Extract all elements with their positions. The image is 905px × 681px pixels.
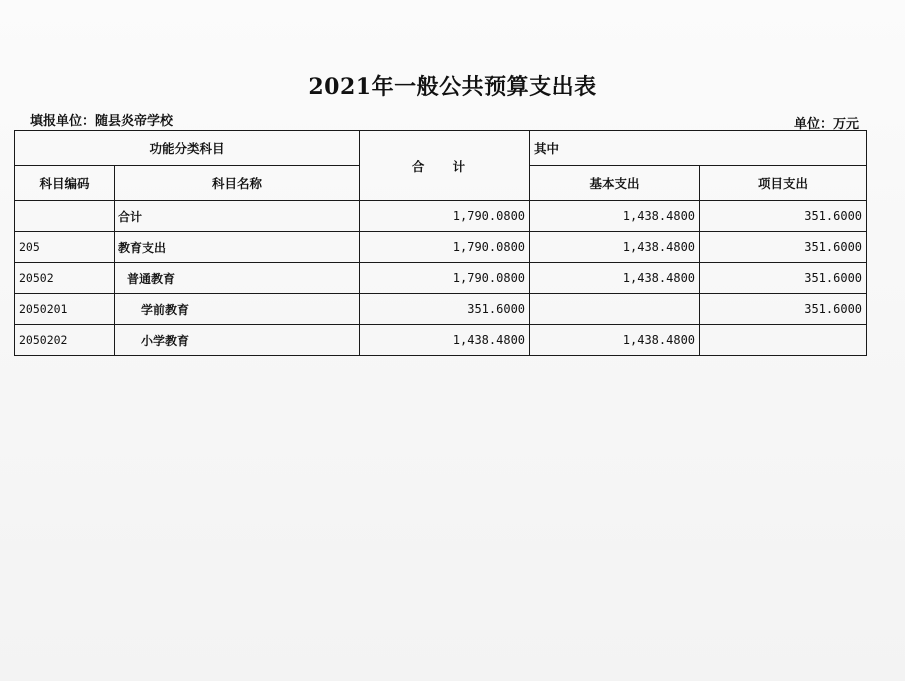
row-basic: 1,438.4800 <box>530 201 700 232</box>
table-row <box>15 232 867 263</box>
row-basic: 1,438.4800 <box>530 325 700 356</box>
row-code: 205 <box>15 232 115 263</box>
row-name: 合计 <box>115 201 360 232</box>
row-project: 351.6000 <box>700 263 867 294</box>
row-code: 2050201 <box>15 294 115 325</box>
row-basic: 1,438.4800 <box>530 232 700 263</box>
header-basic: 基本支出 <box>530 166 700 201</box>
header-functional-category: 功能分类科目 <box>15 131 360 166</box>
header-code: 科目编码 <box>15 166 115 201</box>
header-total: 合 计 <box>360 131 530 201</box>
row-name: 学前教育 <box>115 294 360 325</box>
header-name: 科目名称 <box>115 166 360 201</box>
row-total: 351.6000 <box>360 294 530 325</box>
row-project: 351.6000 <box>700 294 867 325</box>
row-name: 小学教育 <box>115 325 360 356</box>
row-code: 20502 <box>15 263 115 294</box>
row-code: 2050202 <box>15 325 115 356</box>
filing-unit-label: 填报单位：随县炎帝学校 <box>30 114 174 129</box>
header-of-which: 其中 <box>530 131 867 166</box>
row-project <box>700 325 867 356</box>
table-row <box>15 201 867 232</box>
row-project: 351.6000 <box>700 201 867 232</box>
row-total: 1,438.4800 <box>360 325 530 356</box>
row-basic: 1,438.4800 <box>530 263 700 294</box>
table-row <box>15 325 867 356</box>
table-row <box>15 263 867 294</box>
row-total: 1,790.0800 <box>360 201 530 232</box>
header-project: 项目支出 <box>700 166 867 201</box>
row-total: 1,790.0800 <box>360 263 530 294</box>
header-row-1 <box>15 131 867 166</box>
currency-unit-label: 单位：万元 <box>793 117 859 132</box>
budget-table <box>14 130 867 356</box>
row-code <box>15 201 115 232</box>
row-project: 351.6000 <box>700 232 867 263</box>
row-name: 普通教育 <box>115 263 360 294</box>
table-row <box>15 294 867 325</box>
row-total: 1,790.0800 <box>360 232 530 263</box>
row-basic <box>530 294 700 325</box>
page-title: 2021年一般公共预算支出表 <box>308 74 597 100</box>
row-name: 教育支出 <box>115 232 360 263</box>
